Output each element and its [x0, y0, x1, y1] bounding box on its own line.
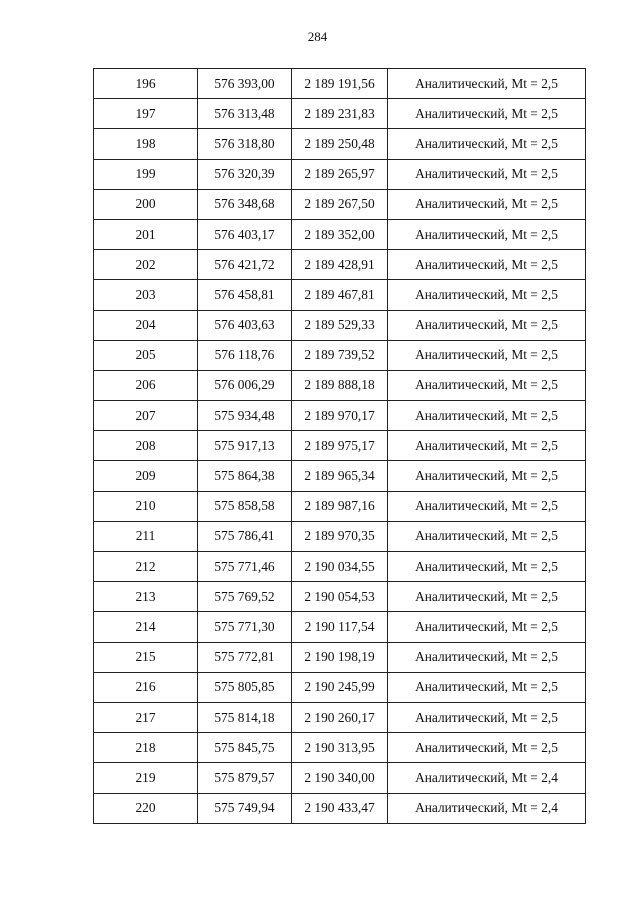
y-coordinate-cell: 2 190 313,95	[292, 733, 388, 763]
table-row	[94, 431, 586, 461]
method-cell: Аналитический, Mt = 2,5	[388, 672, 586, 702]
method-cell: Аналитический, Mt = 2,5	[388, 280, 586, 310]
table-row	[94, 612, 586, 642]
y-coordinate-cell: 2 189 888,18	[292, 370, 388, 400]
table-row	[94, 69, 586, 99]
y-coordinate-cell: 2 190 340,00	[292, 763, 388, 793]
point-number-cell: 213	[94, 582, 198, 612]
x-coordinate-cell: 575 749,94	[198, 793, 292, 823]
y-coordinate-cell: 2 189 987,16	[292, 491, 388, 521]
point-number-cell: 201	[94, 219, 198, 249]
y-coordinate-cell: 2 190 260,17	[292, 702, 388, 732]
y-coordinate-cell: 2 190 245,99	[292, 672, 388, 702]
point-number-cell: 209	[94, 461, 198, 491]
method-cell: Аналитический, Mt = 2,4	[388, 763, 586, 793]
y-coordinate-cell: 2 189 965,34	[292, 461, 388, 491]
point-number-cell: 196	[94, 69, 198, 99]
x-coordinate-cell: 576 403,63	[198, 310, 292, 340]
method-cell: Аналитический, Mt = 2,5	[388, 159, 586, 189]
x-coordinate-cell: 575 934,48	[198, 401, 292, 431]
point-number-cell: 208	[94, 431, 198, 461]
x-coordinate-cell: 575 771,30	[198, 612, 292, 642]
coordinates-table-body	[94, 69, 586, 824]
table-row	[94, 461, 586, 491]
point-number-cell: 214	[94, 612, 198, 642]
table-row	[94, 672, 586, 702]
x-coordinate-cell: 575 879,57	[198, 763, 292, 793]
method-cell: Аналитический, Mt = 2,5	[388, 250, 586, 280]
point-number-cell: 207	[94, 401, 198, 431]
method-cell: Аналитический, Mt = 2,5	[388, 431, 586, 461]
point-number-cell: 199	[94, 159, 198, 189]
point-number-cell: 210	[94, 491, 198, 521]
x-coordinate-cell: 575 772,81	[198, 642, 292, 672]
y-coordinate-cell: 2 189 352,00	[292, 219, 388, 249]
y-coordinate-cell: 2 189 529,33	[292, 310, 388, 340]
y-coordinate-cell: 2 190 198,19	[292, 642, 388, 672]
y-coordinate-cell: 2 189 191,56	[292, 69, 388, 99]
table-row	[94, 340, 586, 370]
point-number-cell: 219	[94, 763, 198, 793]
table-row	[94, 189, 586, 219]
y-coordinate-cell: 2 189 739,52	[292, 340, 388, 370]
y-coordinate-cell: 2 189 265,97	[292, 159, 388, 189]
point-number-cell: 197	[94, 99, 198, 129]
x-coordinate-cell: 576 320,39	[198, 159, 292, 189]
table-row	[94, 159, 586, 189]
method-cell: Аналитический, Mt = 2,5	[388, 340, 586, 370]
table-row	[94, 552, 586, 582]
method-cell: Аналитический, Mt = 2,5	[388, 370, 586, 400]
table-row	[94, 763, 586, 793]
x-coordinate-cell: 576 458,81	[198, 280, 292, 310]
point-number-cell: 215	[94, 642, 198, 672]
table-row	[94, 521, 586, 551]
y-coordinate-cell: 2 189 975,17	[292, 431, 388, 461]
table-row	[94, 793, 586, 823]
x-coordinate-cell: 576 421,72	[198, 250, 292, 280]
method-cell: Аналитический, Mt = 2,5	[388, 461, 586, 491]
x-coordinate-cell: 575 771,46	[198, 552, 292, 582]
point-number-cell: 220	[94, 793, 198, 823]
x-coordinate-cell: 576 393,00	[198, 69, 292, 99]
y-coordinate-cell: 2 190 034,55	[292, 552, 388, 582]
method-cell: Аналитический, Mt = 2,5	[388, 642, 586, 672]
method-cell: Аналитический, Mt = 2,5	[388, 99, 586, 129]
x-coordinate-cell: 576 006,29	[198, 370, 292, 400]
point-number-cell: 217	[94, 702, 198, 732]
table-row	[94, 702, 586, 732]
method-cell: Аналитический, Mt = 2,5	[388, 401, 586, 431]
y-coordinate-cell: 2 189 267,50	[292, 189, 388, 219]
method-cell: Аналитический, Mt = 2,5	[388, 491, 586, 521]
x-coordinate-cell: 576 313,48	[198, 99, 292, 129]
method-cell: Аналитический, Mt = 2,5	[388, 189, 586, 219]
coordinates-table	[93, 68, 586, 824]
method-cell: Аналитический, Mt = 2,5	[388, 612, 586, 642]
point-number-cell: 200	[94, 189, 198, 219]
table-row	[94, 370, 586, 400]
table-row	[94, 310, 586, 340]
method-cell: Аналитический, Mt = 2,5	[388, 702, 586, 732]
method-cell: Аналитический, Mt = 2,5	[388, 129, 586, 159]
point-number-cell: 206	[94, 370, 198, 400]
point-number-cell: 218	[94, 733, 198, 763]
x-coordinate-cell: 575 864,38	[198, 461, 292, 491]
x-coordinate-cell: 575 917,13	[198, 431, 292, 461]
x-coordinate-cell: 575 805,85	[198, 672, 292, 702]
y-coordinate-cell: 2 189 231,83	[292, 99, 388, 129]
x-coordinate-cell: 576 403,17	[198, 219, 292, 249]
x-coordinate-cell: 576 348,68	[198, 189, 292, 219]
method-cell: Аналитический, Mt = 2,5	[388, 219, 586, 249]
y-coordinate-cell: 2 190 117,54	[292, 612, 388, 642]
method-cell: Аналитический, Mt = 2,5	[388, 521, 586, 551]
table-row	[94, 401, 586, 431]
method-cell: Аналитический, Mt = 2,5	[388, 582, 586, 612]
point-number-cell: 198	[94, 129, 198, 159]
y-coordinate-cell: 2 189 428,91	[292, 250, 388, 280]
y-coordinate-cell: 2 189 467,81	[292, 280, 388, 310]
x-coordinate-cell: 575 814,18	[198, 702, 292, 732]
point-number-cell: 203	[94, 280, 198, 310]
y-coordinate-cell: 2 190 054,53	[292, 582, 388, 612]
x-coordinate-cell: 575 845,75	[198, 733, 292, 763]
method-cell: Аналитический, Mt = 2,5	[388, 69, 586, 99]
point-number-cell: 212	[94, 552, 198, 582]
table-row	[94, 733, 586, 763]
x-coordinate-cell: 575 858,58	[198, 491, 292, 521]
method-cell: Аналитический, Mt = 2,5	[388, 552, 586, 582]
table-row	[94, 250, 586, 280]
table-row	[94, 129, 586, 159]
x-coordinate-cell: 576 118,76	[198, 340, 292, 370]
table-row	[94, 582, 586, 612]
y-coordinate-cell: 2 189 250,48	[292, 129, 388, 159]
table-row	[94, 642, 586, 672]
point-number-cell: 202	[94, 250, 198, 280]
x-coordinate-cell: 576 318,80	[198, 129, 292, 159]
method-cell: Аналитический, Mt = 2,5	[388, 733, 586, 763]
y-coordinate-cell: 2 189 970,17	[292, 401, 388, 431]
page-number: 284	[307, 29, 328, 44]
table-row	[94, 219, 586, 249]
y-coordinate-cell: 2 189 970,35	[292, 521, 388, 551]
table-row	[94, 491, 586, 521]
table-row	[94, 99, 586, 129]
x-coordinate-cell: 575 786,41	[198, 521, 292, 551]
x-coordinate-cell: 575 769,52	[198, 582, 292, 612]
method-cell: Аналитический, Mt = 2,4	[388, 793, 586, 823]
table-row	[94, 280, 586, 310]
point-number-cell: 204	[94, 310, 198, 340]
point-number-cell: 211	[94, 521, 198, 551]
method-cell: Аналитический, Mt = 2,5	[388, 310, 586, 340]
y-coordinate-cell: 2 190 433,47	[292, 793, 388, 823]
point-number-cell: 205	[94, 340, 198, 370]
point-number-cell: 216	[94, 672, 198, 702]
